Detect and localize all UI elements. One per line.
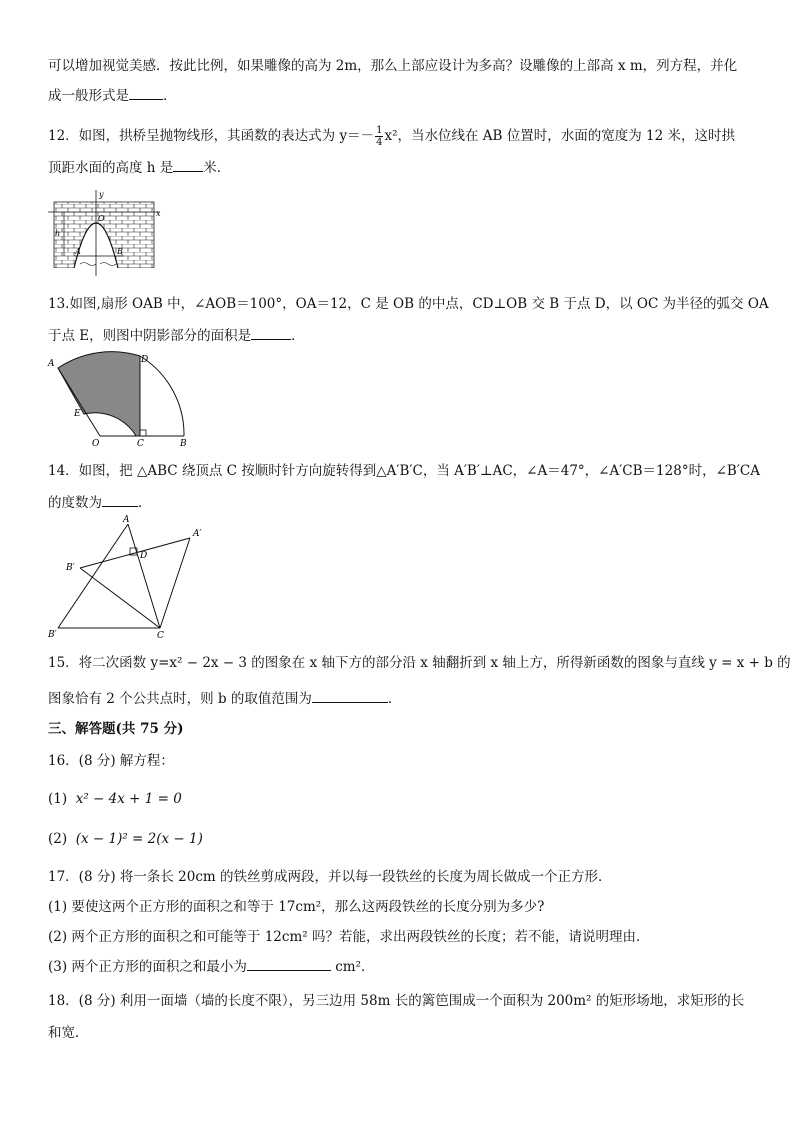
- q11-line1: 可以增加视觉美感．按此比例，如果雕像的高为 2m，那么上部应设计为多高？设雕像的上部高 x m，列方程，并化: [48, 58, 738, 74]
- label-a: A: [48, 359, 55, 369]
- q17-stem: 17．(8 分) 将一条长 20cm 的铁丝剪成两段，并以每一段铁丝的长度为周长做成一个正方形．: [48, 869, 612, 885]
- q12-frac-num: 1: [376, 125, 383, 136]
- label-e: E: [74, 409, 81, 419]
- q12-text-a: 12．如图，拱桥呈抛物线形，其函数的表达式为 y＝－: [48, 128, 375, 144]
- label-b: B′: [48, 630, 57, 640]
- q11-line2-text: 成一般形式是: [48, 88, 129, 104]
- q14-line1: 14．如图，把 △ABC 绕顶点 C 按顺时针方向旋转得到△A′B′C，当 A′B′⊥AC，∠A＝47°，∠A′CB＝128°时，∠B′CA: [48, 463, 760, 479]
- q12-line2-text: 顶距水面的高度 h 是: [48, 160, 174, 176]
- q12-line2: [48, 159, 230, 177]
- q13-line2: 于点 E，则图中阴影部分的面积是 ．: [48, 328, 305, 344]
- sector-figure: [44, 350, 194, 450]
- q16-part2: [48, 830, 203, 848]
- answer-blank: [312, 690, 388, 703]
- q17-part1: (1) 要使这两个正方形的面积之和等于 17cm²，那么这两段铁丝的长度分别为多少?: [48, 899, 545, 915]
- q11-line2: 成一般形式是 ．: [48, 88, 177, 104]
- q17-part3: [48, 958, 375, 976]
- q13-line2-text: 于点 E，则图中阴影部分的面积是: [48, 328, 252, 344]
- q16-part1: [48, 790, 182, 808]
- q17-p3-text: (3) 两个正方形的面积之和最小为: [48, 959, 247, 975]
- label-y: y: [99, 190, 104, 199]
- q17-part2: (2) 两个正方形的面积之和可能等于 12cm² 吗？若能，求出两段铁丝的长度；若不能，请说明理由．: [48, 929, 650, 945]
- q16-p1-label: (1): [48, 791, 68, 807]
- answer-blank: [129, 87, 163, 100]
- answer-blank: [247, 958, 331, 971]
- label-a: A: [75, 247, 81, 256]
- label-o: O: [92, 439, 100, 449]
- q12-line1: [48, 125, 735, 148]
- q12-fraction: [375, 125, 383, 148]
- q16-stem: 16．(8 分) 解方程：: [48, 753, 174, 769]
- q16-p1-equation: x² − 4x + 1 = 0: [75, 791, 182, 807]
- q18-line1: 18．(8 分) 利用一面墙（墙的长度不限），另三边用 58m 长的篱笆围成一个面积为 200m² 的矩形场地，求矩形的长: [48, 993, 745, 1009]
- q15-line1: 15．将二次函数 y=x² − 2x − 3 的图象在 x 轴下方的部分沿 x 轴翻折到 x 轴上方，所得新函数的图象与直线 y = x + b 的: [48, 655, 791, 671]
- q13-line1: 13.如图,扇形 OAB 中，∠AOB＝100°，OA＝12，C 是 OB 的中点，CD⊥OB 交 B 于点 D，以 OC 为半径的弧交 OA: [48, 296, 769, 312]
- q16-p2-label: (2): [48, 831, 68, 847]
- label-o: O: [98, 214, 105, 223]
- answer-blank: [251, 327, 291, 340]
- label-h: h: [55, 229, 61, 238]
- q12-frac-den: 4: [376, 137, 383, 148]
- q16-p2-equation: (x − 1)² = 2(x − 1): [75, 831, 203, 847]
- q15-line2-text: 图象恰有 2 个公共点时，则 b 的取值范围为: [48, 691, 312, 707]
- q18-line2: 和宽．: [48, 1025, 89, 1041]
- q15-line2: 图象恰有 2 个公共点时，则 b 的取值范围为 ．: [48, 691, 402, 707]
- label-b: B: [180, 439, 187, 449]
- answer-blank: [173, 159, 203, 172]
- q14-line2-text: 的度数为: [48, 495, 102, 511]
- label-x: x: [156, 209, 161, 218]
- answer-blank: [102, 494, 138, 507]
- q12-line2-end: 米．: [203, 160, 231, 176]
- label-c: C: [137, 439, 144, 449]
- label-d: D: [141, 355, 149, 365]
- arch-bridge-figure: [44, 188, 164, 278]
- label-a-prime: A′: [193, 529, 202, 539]
- label-b: B: [117, 247, 123, 256]
- label-a: A: [123, 515, 130, 525]
- q12-text-b: x²，当水位线在 AB 位置时，水面的宽度为 12 米，这时拱: [384, 128, 736, 144]
- rotation-figure: [44, 510, 214, 640]
- label-c: C: [157, 631, 164, 640]
- label-d: D: [140, 551, 148, 561]
- label-b-prime: B′: [66, 563, 75, 573]
- q14-line2: 的度数为 ．: [48, 495, 152, 511]
- q17-p3-unit: cm²．: [335, 959, 375, 975]
- section-heading: 三、解答题(共 75 分): [48, 721, 184, 737]
